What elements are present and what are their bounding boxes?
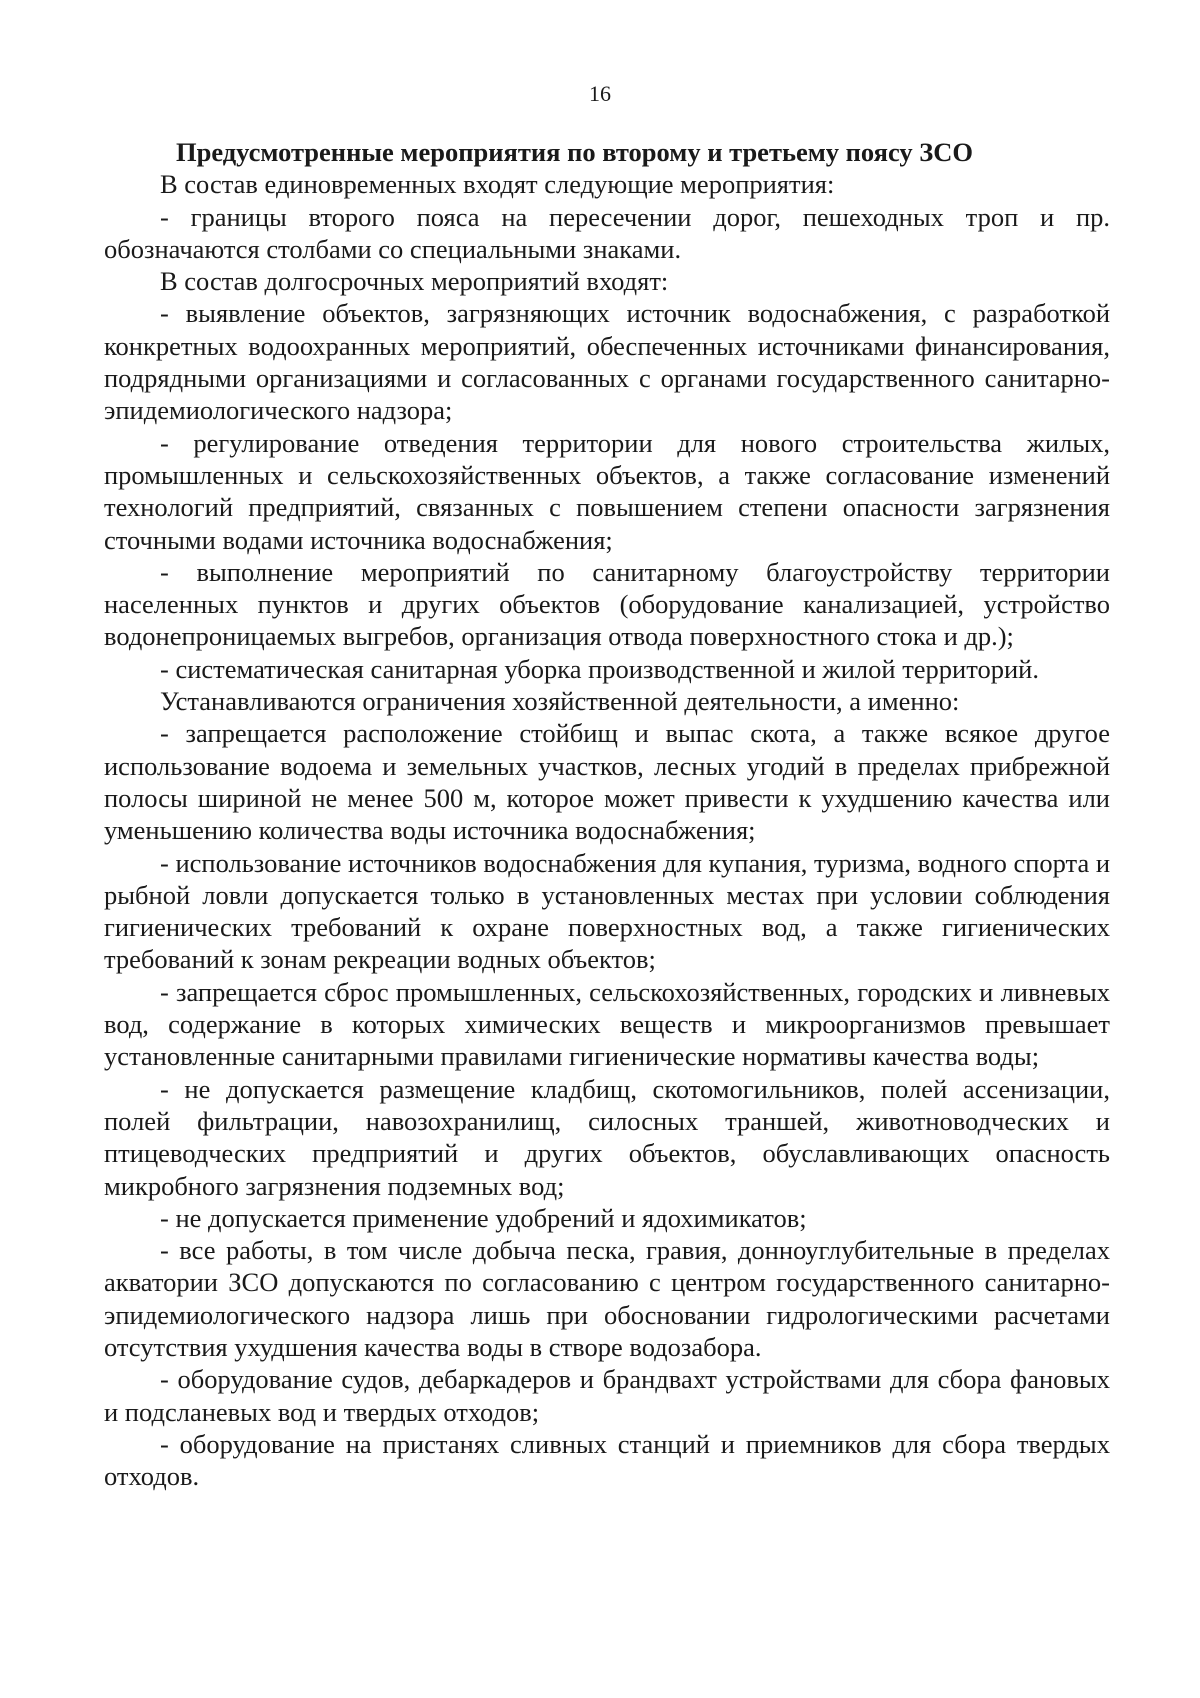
paragraph: - оборудование судов, дебаркадеров и брандвахт устройствами для сбора фановых и подсланевых вод и твердых отходов;	[104, 1364, 1110, 1427]
paragraph: - выполнение мероприятий по санитарному благоустройству территории населенных пунктов и других объектов (оборудование канализацией, устройство водонепроницаемых выгребов, организация отвода поверхностного стока и др.);	[104, 556, 1110, 652]
paragraph: - выявление объектов, загрязняющих источник водоснабжения, с разработкой конкретных водоохранных мероприятий, обеспеченных источниками финансирования, подрядными организациями и согласованных с органами государственного санитарно-эпидемиологического надзора;	[104, 298, 1110, 426]
paragraph: - не допускается размещение кладбищ, скотомогильников, полей ассенизации, полей фильтрации, навозохранилищ, силосных траншей, животноводческих и птицеводческих предприятий и других объектов, обуславливающих опасность микробного загрязнения подземных вод;	[104, 1073, 1110, 1201]
paragraph: Устанавливаются ограничения хозяйственной деятельности, а именно:	[160, 686, 960, 717]
paragraph: В состав единовременных входят следующие мероприятия:	[160, 169, 835, 200]
paragraph: - не допускается применение удобрений и ядохимикатов;	[160, 1202, 807, 1233]
paragraph: - запрещается сброс промышленных, сельскохозяйственных, городских и ливневых вод, содержание в которых химических веществ и микроорганизмов превышает установленные санитарными правилами гигиенические нормативы качества воды;	[104, 976, 1110, 1072]
paragraph: - запрещается расположение стойбищ и выпас скота, а также всякое другое использование водоема и земельных участков, лесных угодий в пределах прибрежной полосы шириной не менее 500 м, которое может привести к ухудшению качества или уменьшению количества воды источника водоснабжения;	[104, 718, 1110, 846]
paragraph: - использование источников водоснабжения для купания, туризма, водного спорта и рыбной ловли допускается только в установленных местах при условии соблюдения гигиенических требований к охране поверхностных вод, а также гигиенических требований к зонам рекреации водных объектов;	[104, 847, 1111, 975]
section-heading: Предусмотренные мероприятия по второму и третьему поясу ЗСО	[176, 137, 974, 167]
paragraph: - границы второго пояса на пересечении дорог, пешеходных троп и пр. обозначаются столбами со специальными знаками.	[104, 201, 1110, 264]
document-body	[104, 136, 1110, 1492]
paragraph: - систематическая санитарная уборка производственной и жилой территорий.	[160, 653, 1039, 684]
page-number: 16	[589, 81, 611, 106]
paragraph: - все работы, в том числе добыча песка, гравия, донноуглубительные в пределах акватории ЗСО допускаются по согласованию с центром государственного санитарно-эпидемиологического надзора лишь при обосновании гидрологическими расчетами отсутствия ухудшения качества воды в створе водозабора.	[104, 1235, 1110, 1362]
paragraph: В состав долгосрочных мероприятий входят:	[160, 266, 669, 297]
paragraph: - оборудование на пристанях сливных станций и приемников для сбора твердых отходов.	[104, 1428, 1110, 1492]
paragraph: - регулирование отведения территории для нового строительства жилых, промышленных и сельскохозяйственных объектов, а также согласование изменений технологий предприятий, связанных с повышением степени опасности загрязнения сточными водами источника водоснабжения;	[104, 427, 1110, 555]
